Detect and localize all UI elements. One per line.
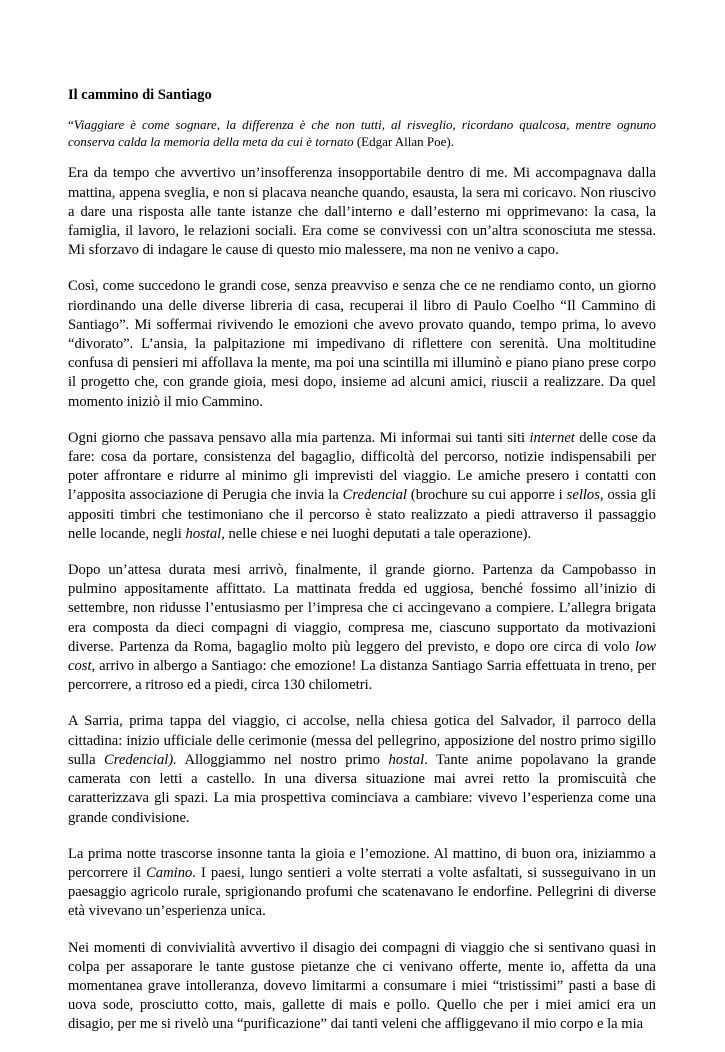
- document-title: Il cammino di Santiago: [68, 87, 212, 103]
- quote-text: Viaggiare è come sognare, la differenza è che non tutti, al risveglio, ricordano qualcosa, mentre ognuno conserva calda la memoria della meta da cui è tornato: [68, 117, 656, 150]
- epigraph-quote: [68, 116, 656, 150]
- quote-open-mark: “: [68, 117, 74, 132]
- paragraph: [68, 164, 656, 260]
- text-run: delle cose da fare: cosa da portare, consistenza del bagaglio, difficoltà del percorso, notizie indispensabili per poter affrontare e ridurre al minimo gli imprevisti del viaggio. Le amiche presero i contatti con l’apposita associazione di Perugia che invia la: [68, 429, 656, 504]
- paragraph: [68, 939, 656, 1035]
- text-run: Ogni giorno che passava pensavo alla mia partenza. Mi informai sui tanti siti: [68, 429, 530, 446]
- text-run: Nei momenti di convivialità avvertivo il disagio dei compagni di viaggio che si sentivano quasi in colpa per assaporare le tante gustose pietanze che ci venivano offerte, mente io, affetta da una momentanea grave intolleranza, dovevo limitarmi a consumare i miei “tristissimi” pasti a base di uova sode, prosciutto cotto, mais, gallette di mais e pollo. Quello che per i miei amici era un disagio, per me si rivelò una “purificazione” dai tanti veleni che affliggevano il mio corpo e la mia: [68, 939, 656, 1033]
- italic-text-run: hostal: [388, 751, 425, 768]
- paragraph: [68, 561, 656, 695]
- text-run: La prima notte trascorse insonne tanta la gioia e l’emozione. Al mattino, di buon ora, iniziammo a percorrere il: [68, 845, 656, 881]
- italic-text-run: internet: [529, 429, 575, 446]
- italic-text-run: hostal: [185, 525, 222, 542]
- paragraph: [68, 712, 656, 827]
- text-run: (brochure su cui apporre i: [406, 487, 567, 504]
- italic-text-run: Camino: [146, 864, 193, 881]
- italic-text-run: low cost: [68, 638, 656, 675]
- italic-text-run: Credencial: [342, 487, 407, 504]
- paragraph: [68, 429, 656, 544]
- text-run: , nelle chiese e nei luoghi deputati a tale operazione).: [221, 525, 532, 542]
- italic-text-run: sellos: [566, 487, 600, 504]
- text-run: , arrivo in albergo a Santiago: che emozione! La distanza Santiago Sarria effettuata in treno, per percorrere, a ritroso ed a piedi, circa 130 chilometri.: [68, 658, 656, 694]
- text-run: . I paesi, lungo sentieri a volte sterrati a volte asfaltati, si susseguivano in un paesaggio agricolo rurale, sprigionando profumi che scatenavano le endorfine. Pellegrini di diverse età vivevano un’esperienza unica.: [68, 864, 656, 920]
- text-run: Così, come succedono le grandi cose, senza preavviso e senza che ce ne rendiamo conto, un giorno riordinando una delle diverse libreria di casa, recuperai il libro di Paulo Coelho “Il Cammino di Santiago”. Mi soffermai rivivendo le emozioni che avevo provato quando, tempo prima, lo avevo “divorato”. L’ansia, la palpitazione mi impedivano di riflettere con serenità. Una moltitudine confusa di pensieri mi affollava la mente, ma poi una scintilla mi illuminò e piano piano prese corpo il progetto che, con grande gioia, mesi dopo, insieme ad alcuni amici, riuscii a realizzare. Da quel momento iniziò il mio Cammino.: [68, 278, 656, 410]
- document-page: [68, 86, 656, 1052]
- italic-text-run: Credencial).: [104, 751, 177, 768]
- quote-attribution: (Edgar Allan Poe).: [353, 134, 454, 150]
- text-run: , ossia gli appositi timbri che testimoniano che il percorso è stato realizzato a piedi attraverso il passaggio nelle locande, negli: [68, 487, 656, 542]
- paragraph: [68, 277, 656, 411]
- paragraph: [68, 845, 656, 922]
- text-run: A Sarria, prima tappa del viaggio, ci accolse, nella chiesa gotica del Salvador, il parroco della cittadina: inizio ufficiale delle cerimonie (messa del pellegrino, apposizione del nostro primo sigillo sulla: [68, 713, 656, 768]
- text-run: . Tante anime popolavano la grande camerata con letti a castello. In una diversa situazione mai avrei retto la promiscuità che caratterizzava gli spazi. La mia prospettiva cominciava a cambiare: vivevo l’esperienza come una grande condivisione.: [68, 751, 656, 826]
- text-run: Era da tempo che avvertivo un’insofferenza insopportabile dentro di me. Mi accompagnava dalla mattina, appena sveglia, e non si placava neanche quando, esausta, la sera mi coricavo. Non riuscivo a dare una risposta alle tante istanze che dall’interno e dall’esterno mi opprimevano: la casa, la famiglia, il lavoro, le relazioni sociali. Era come se convivessi con un’altra sconosciuta me stessa. Mi sforzavo di indagare le cause di questo mio malessere, ma non ne venivo a capo.: [68, 165, 656, 259]
- text-run: Alloggiammo nel nostro primo: [176, 751, 389, 768]
- text-run: Dopo un’attesa durata mesi arrivò, finalmente, il grande giorno. Partenza da Campobasso in pulmino appositamente affittato. La mattinata fredda ed uggiosa, benché fossimo all’inizio di settembre, non ridusse l’entusiasmo per l’impresa che ci accingevano a compiere. L’allegra brigata era composta da dieci compagni di viaggio, compresa me, ciascuno supportato da motivazioni diverse. Partenza da Roma, bagaglio molto più leggero del previsto, e dopo ore circa di volo: [68, 562, 656, 655]
- body-text: [68, 164, 656, 1034]
